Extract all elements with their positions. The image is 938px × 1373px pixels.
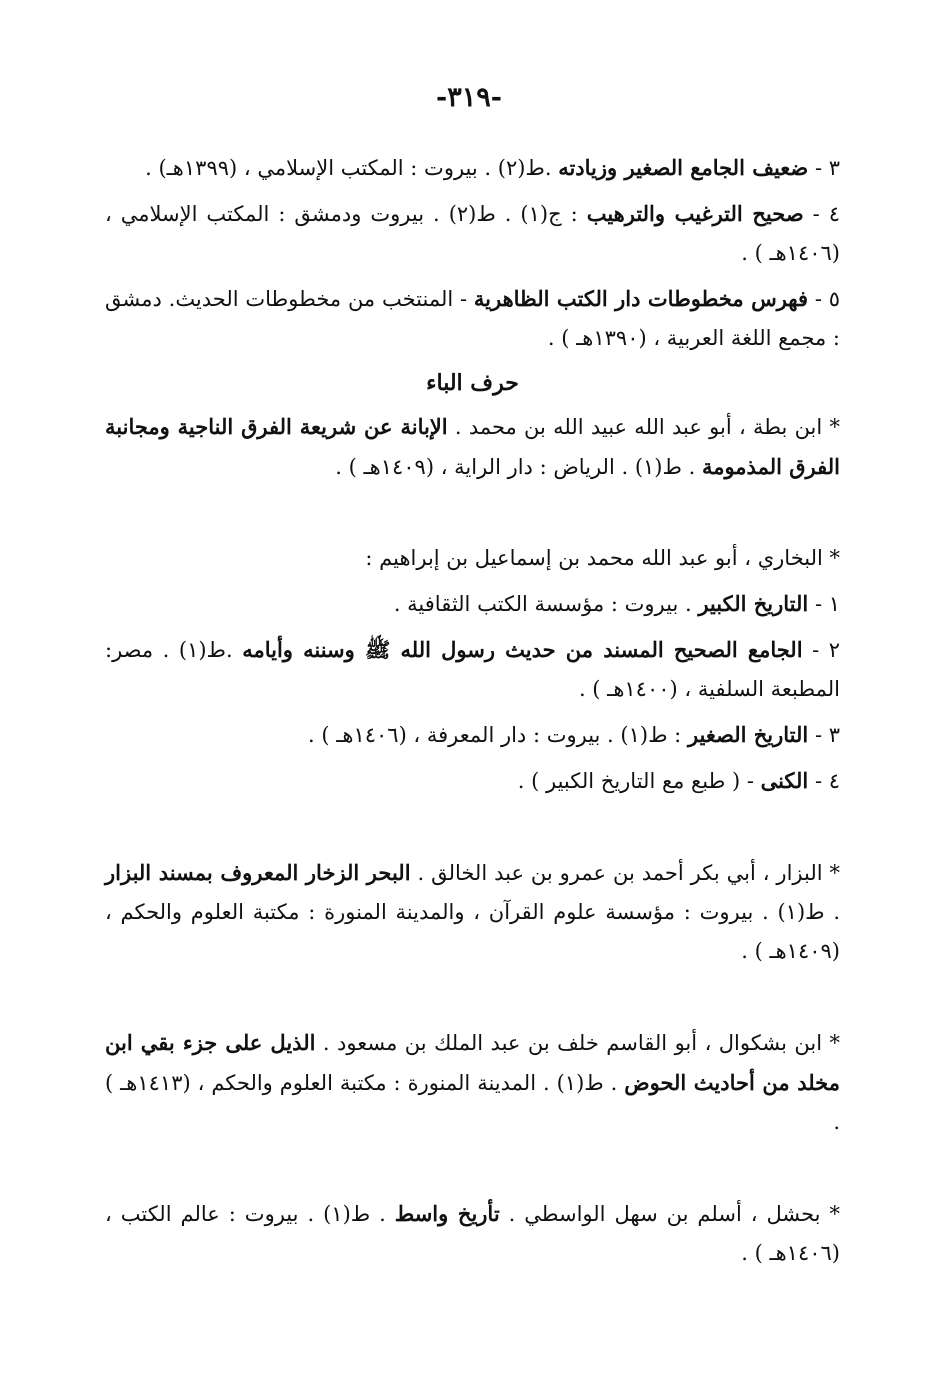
book-title: الكنى: [760, 768, 809, 793]
bibliography-entry: * ابن بشكوال ، أبو القاسم خلف بن عبد الملك بن مسعود . الذيل على جزء بقي ابن مخلد من أحاديث الحوض . ط(١) . المدينة المنورة : مكتبة العلوم والحكم ، (١٤١٣هـ ) .: [105, 1030, 840, 1134]
section-heading: حرف الباء: [426, 370, 519, 396]
book-title: البحر الزخار المعروف بمسند البزار: [105, 860, 411, 885]
book-title: الإبانة عن شريعة الفرق الناجية ومجانبة الفرق المذمومة: [105, 414, 840, 479]
bibliography-entry: * ابن بطة ، أبو عبد الله عبيد الله بن محمد . الإبانة عن شريعة الفرق الناجية ومجانبة الفرق المذمومة . ط(١) . الرياض : دار الراية ، (١٤٠٩هـ ) .: [105, 414, 840, 479]
book-title: التاريخ الصغير: [687, 722, 809, 747]
bibliography-body: [105, 148, 840, 1279]
book-title: الذيل على جزء بقي ابن مخلد من أحاديث الحوض: [105, 1030, 840, 1095]
book-title: الجامع الصحيح المسند من حديث رسول الله ﷺ وسننه وأيامه: [242, 637, 803, 662]
bibliography-entry: ٤ - الكنى - ( طبع مع التاريخ الكبير ) .: [517, 768, 840, 793]
page-number: -٣١٩-: [436, 82, 502, 113]
bibliography-entry: ٥ - فهرس مخطوطات دار الكتب الظاهرية - المنتخب من مخطوطات الحديث. دمشق : مجمع اللغة العربية ، (١٣٩٠هـ ) .: [105, 286, 840, 350]
bibliography-entry: ٤ - صحيح الترغيب والترهيب : ج(١) . ط(٢) . بيروت ودمشق : المكتب الإسلامي ، (١٤٠٦هـ ) .: [105, 201, 840, 265]
bibliography-entry: ٣ - ضعيف الجامع الصغير وزيادته .ط(٢) . بيروت : المكتب الإسلامي ، (١٣٩٩هـ) .: [145, 155, 840, 180]
bibliography-entry: * البزار ، أبي بكر أحمد بن عمرو بن عبد الخالق . البحر الزخار المعروف بمسند البزار . ط(١) . بيروت : مؤسسة علوم القرآن ، والمدينة المنورة : مكتبة العلوم والحكم ، (١٤٠٩هـ ) .: [105, 860, 840, 963]
bibliography-entry: ٢ - الجامع الصحيح المسند من حديث رسول الله ﷺ وسننه وأيامه .ط(١) . مصر: المطبعة السلفية ، (١٤٠٠هـ ) .: [105, 637, 841, 701]
book-title: تأريخ واسط: [394, 1201, 500, 1226]
bibliography-entry: * بحشل ، أسلم بن سهل الواسطي . تأريخ واسط . ط(١) . بيروت : عالم الكتب ، (١٤٠٦هـ ) .: [105, 1201, 840, 1265]
book-title: التاريخ الكبير: [698, 591, 809, 616]
book-title: ضعيف الجامع الصغير وزيادته: [558, 155, 809, 180]
bibliography-entry: ١ - التاريخ الكبير . بيروت : مؤسسة الكتب الثقافية .: [393, 591, 840, 616]
author-intro: * البخاري ، أبو عبد الله محمد بن إسماعيل بن إبراهيم :: [365, 546, 840, 570]
book-title: فهرس مخطوطات دار الكتب الظاهرية: [473, 286, 809, 311]
bibliography-entry: ٣ - التاريخ الصغير : ط(١) . بيروت : دار المعرفة ، (١٤٠٦هـ ) .: [307, 722, 840, 747]
book-title: صحيح الترغيب والترهيب: [586, 201, 804, 226]
